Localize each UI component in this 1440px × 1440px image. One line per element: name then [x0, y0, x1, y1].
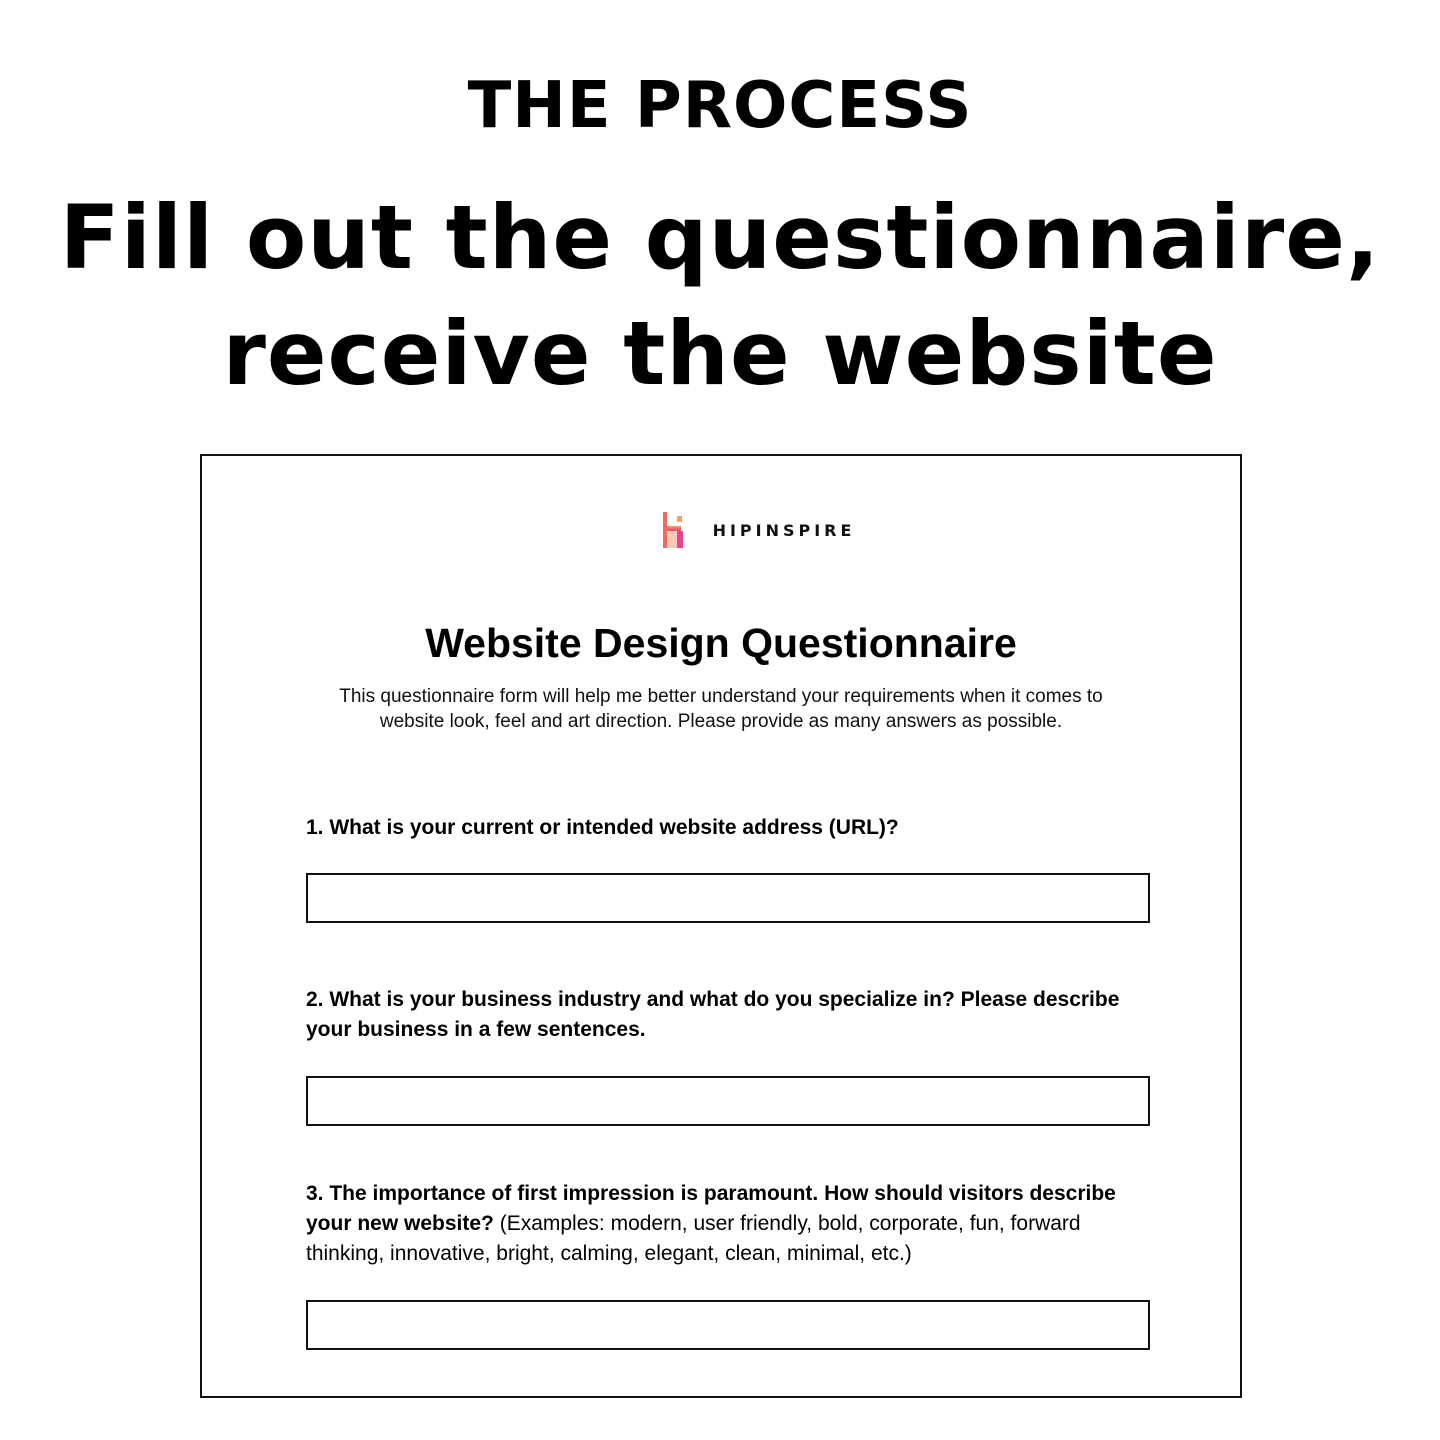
brand-header [202, 512, 1240, 548]
question-3-text: 3. The importance of first impression is paramount. How should visitors describe your new website? [306, 1182, 1116, 1235]
question-3-answer-field[interactable] [306, 1300, 1150, 1350]
question-2-text: 2. What is your business industry and what do you specialize in? Please describe your business in a few sentences. [306, 988, 1120, 1041]
intro-line-1: This questionnaire form will help me better understand your requirements when it comes to [339, 686, 1103, 707]
questionnaire-document [200, 454, 1242, 1398]
document-title: Website Design Questionnaire [425, 620, 1017, 666]
document-intro [282, 684, 1160, 734]
question-2 [306, 985, 1156, 1045]
eyebrow-heading: THE PROCESS [467, 69, 973, 143]
headline-line-2: receive the website [222, 302, 1218, 405]
question-1-text: 1. What is your current or intended website address (URL)? [306, 816, 899, 839]
question-1-answer-field[interactable] [306, 873, 1150, 923]
question-3 [306, 1179, 1156, 1269]
hipinspire-logo-icon [663, 512, 685, 548]
question-1 [306, 813, 1156, 843]
headline-line-1: Fill out the questionnaire, [59, 186, 1381, 289]
brand-name: HIPINSPIRE [712, 520, 856, 540]
main-headline [0, 180, 1440, 412]
question-2-answer-field[interactable] [306, 1076, 1150, 1126]
question-3-examples: (Examples: modern, user friendly, bold, corporate, fun, forward thinking, innovative, bright, calming, elegant, clean, minimal, etc.) [306, 1212, 1081, 1265]
intro-line-2: website look, feel and art direction. Please provide as many answers as possible. [379, 711, 1063, 732]
